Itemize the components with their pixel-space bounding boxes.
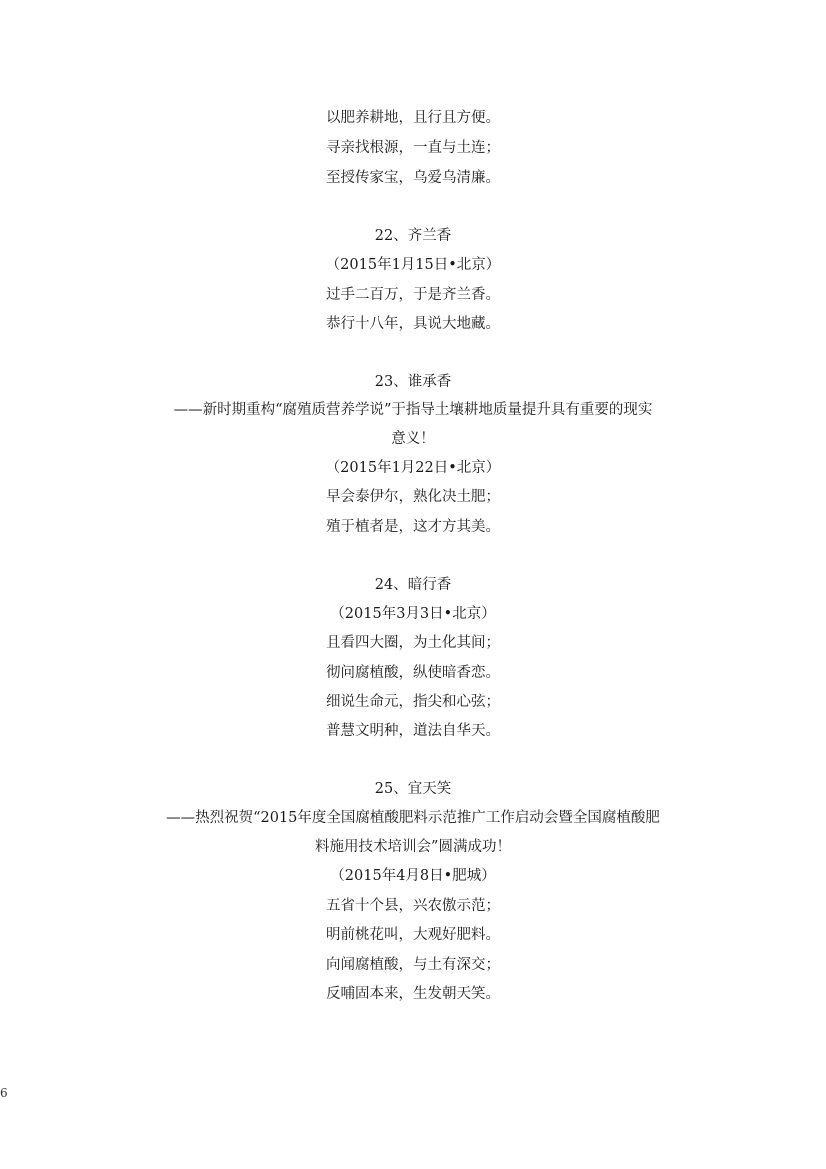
poem-line: 殖于植者是，这才方其美。 — [326, 519, 500, 535]
poem-line: 向闻腐植酸，与土有深交； — [326, 957, 500, 973]
poem-line: 五省十个县，兴农傲示范； — [326, 898, 500, 914]
poem-title: 23、谁承香 — [374, 374, 452, 390]
poem-title: 22、齐兰香 — [374, 228, 452, 244]
poem-line: 寻亲找根源，一直与土连； — [326, 140, 500, 156]
poem-line: 且看四大圈，为土化其间； — [326, 635, 500, 651]
poem-line: 彻问腐植酸，纵使暗香恋。 — [326, 665, 500, 681]
poem-date: （2015年3月3日•北京） — [330, 606, 496, 622]
poem-subtitle: ——热烈祝贺“2015年度全国腐植酸肥料示范推广工作启动会暨全国腐植酸肥 — [166, 810, 660, 826]
poem-line: 普慧文明种，道法自华天。 — [326, 723, 500, 739]
poem-line: 反哺固本来，生发朝天笑。 — [326, 986, 500, 1002]
poem-date: （2015年1月22日•北京） — [325, 460, 501, 476]
poem-date: （2015年1月15日•北京） — [325, 257, 501, 273]
poem-line: 过手二百万，于是齐兰香。 — [326, 287, 500, 303]
poem-line: 细说生命元，指尖和心弦； — [326, 694, 500, 710]
poem-line: 明前桃花叫，大观好肥料。 — [326, 927, 500, 943]
poem-subtitle-continued: 意义！ — [391, 431, 435, 447]
poem-line: 早会泰伊尔，熟化决土肥； — [326, 489, 500, 505]
poem-line: 恭行十八年，具说大地藏。 — [326, 316, 500, 332]
page-number: 6 — [0, 1086, 8, 1100]
poem-subtitle-continued: 料施用技术培训会”圆满成功！ — [315, 839, 511, 855]
poem-title: 25、宜天笑 — [374, 781, 452, 797]
poem-subtitle: ——新时期重构“腐殖质营养学说”于指导土壤耕地质量提升具有重要的现实 — [173, 402, 653, 418]
poem-line: 至授传家宝，乌爱乌清廉。 — [326, 170, 500, 186]
poem-title: 24、暗行香 — [374, 577, 452, 593]
poem-line: 以肥养耕地，且行且方便。 — [326, 110, 500, 126]
poem-date: （2015年4月8日•肥城） — [330, 868, 496, 884]
